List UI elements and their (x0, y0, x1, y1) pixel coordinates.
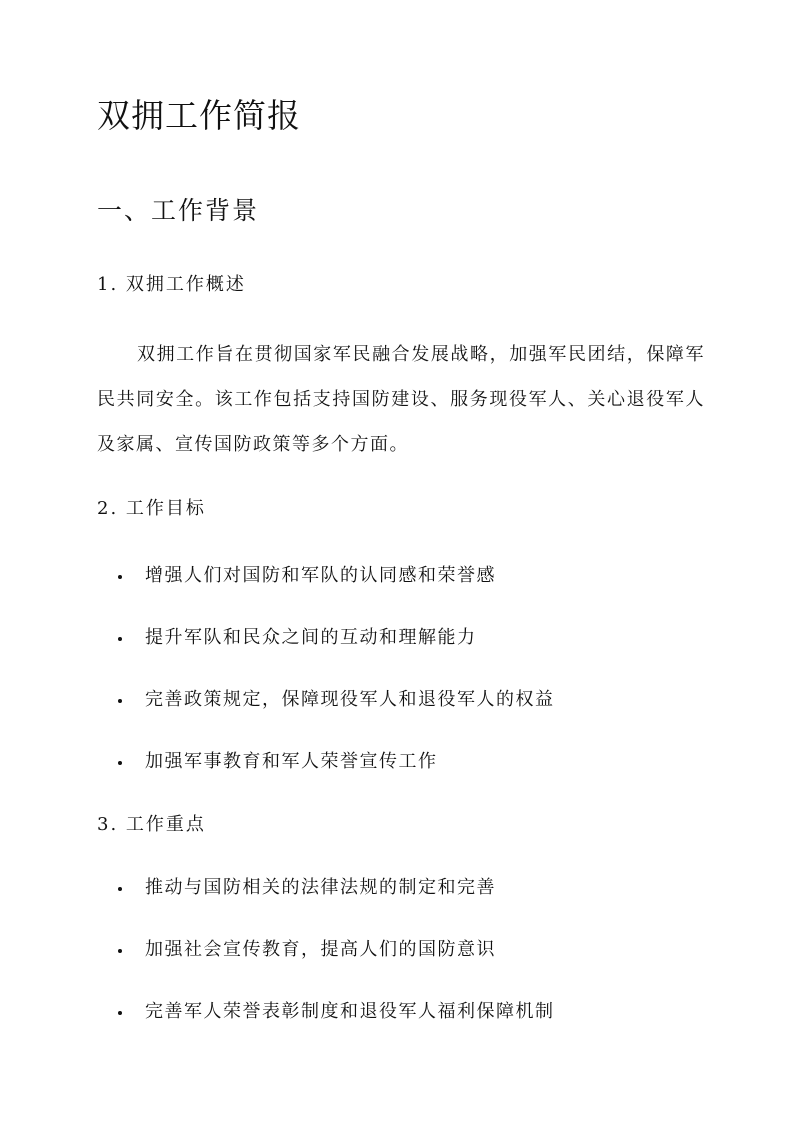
bullet-icon (118, 949, 122, 953)
list-item-text: 加强军事教育和军人荣誉宣传工作 (145, 751, 438, 772)
bullet-icon (118, 1011, 122, 1015)
list-item (118, 624, 555, 652)
bullet-icon (118, 887, 122, 891)
list-item (118, 874, 555, 902)
list-item (118, 998, 555, 1026)
list-item-text: 增强人们对国防和军队的认同感和荣誉感 (145, 565, 496, 586)
list-item-text: 完善军人荣誉表彰制度和退役军人福利保障机制 (145, 1001, 555, 1022)
goals-list (118, 562, 555, 810)
subheading-goals: 2. 工作目标 (97, 498, 206, 519)
bullet-icon (118, 761, 122, 765)
list-item-text: 推动与国防相关的法律法规的制定和完善 (145, 877, 496, 898)
list-item (118, 748, 555, 776)
bullet-icon (118, 699, 122, 703)
list-item-text: 提升军队和民众之间的互动和理解能力 (145, 627, 477, 648)
list-item-text: 完善政策规定，保障现役军人和退役军人的权益 (145, 689, 555, 710)
list-item (118, 686, 555, 714)
list-item-text: 加强社会宣传教育，提高人们的国防意识 (145, 939, 496, 960)
list-item (118, 562, 555, 590)
section-heading-background: 一、工作背景 (97, 196, 260, 225)
focus-list (118, 874, 555, 1060)
bullet-icon (118, 575, 122, 579)
overview-paragraph: 双拥工作旨在贯彻国家军民融合发展战略，加强军民团结，保障军民共同安全。该工作包括支持国防建设、服务现役军人、关心退役军人及家属、宣传国防政策等多个方面。 (97, 344, 705, 455)
subheading-focus: 3. 工作重点 (97, 814, 206, 835)
document-title: 双拥工作简报 (97, 96, 301, 135)
list-item (118, 936, 555, 964)
subheading-overview: 1. 双拥工作概述 (97, 274, 246, 295)
bullet-icon (118, 637, 122, 641)
